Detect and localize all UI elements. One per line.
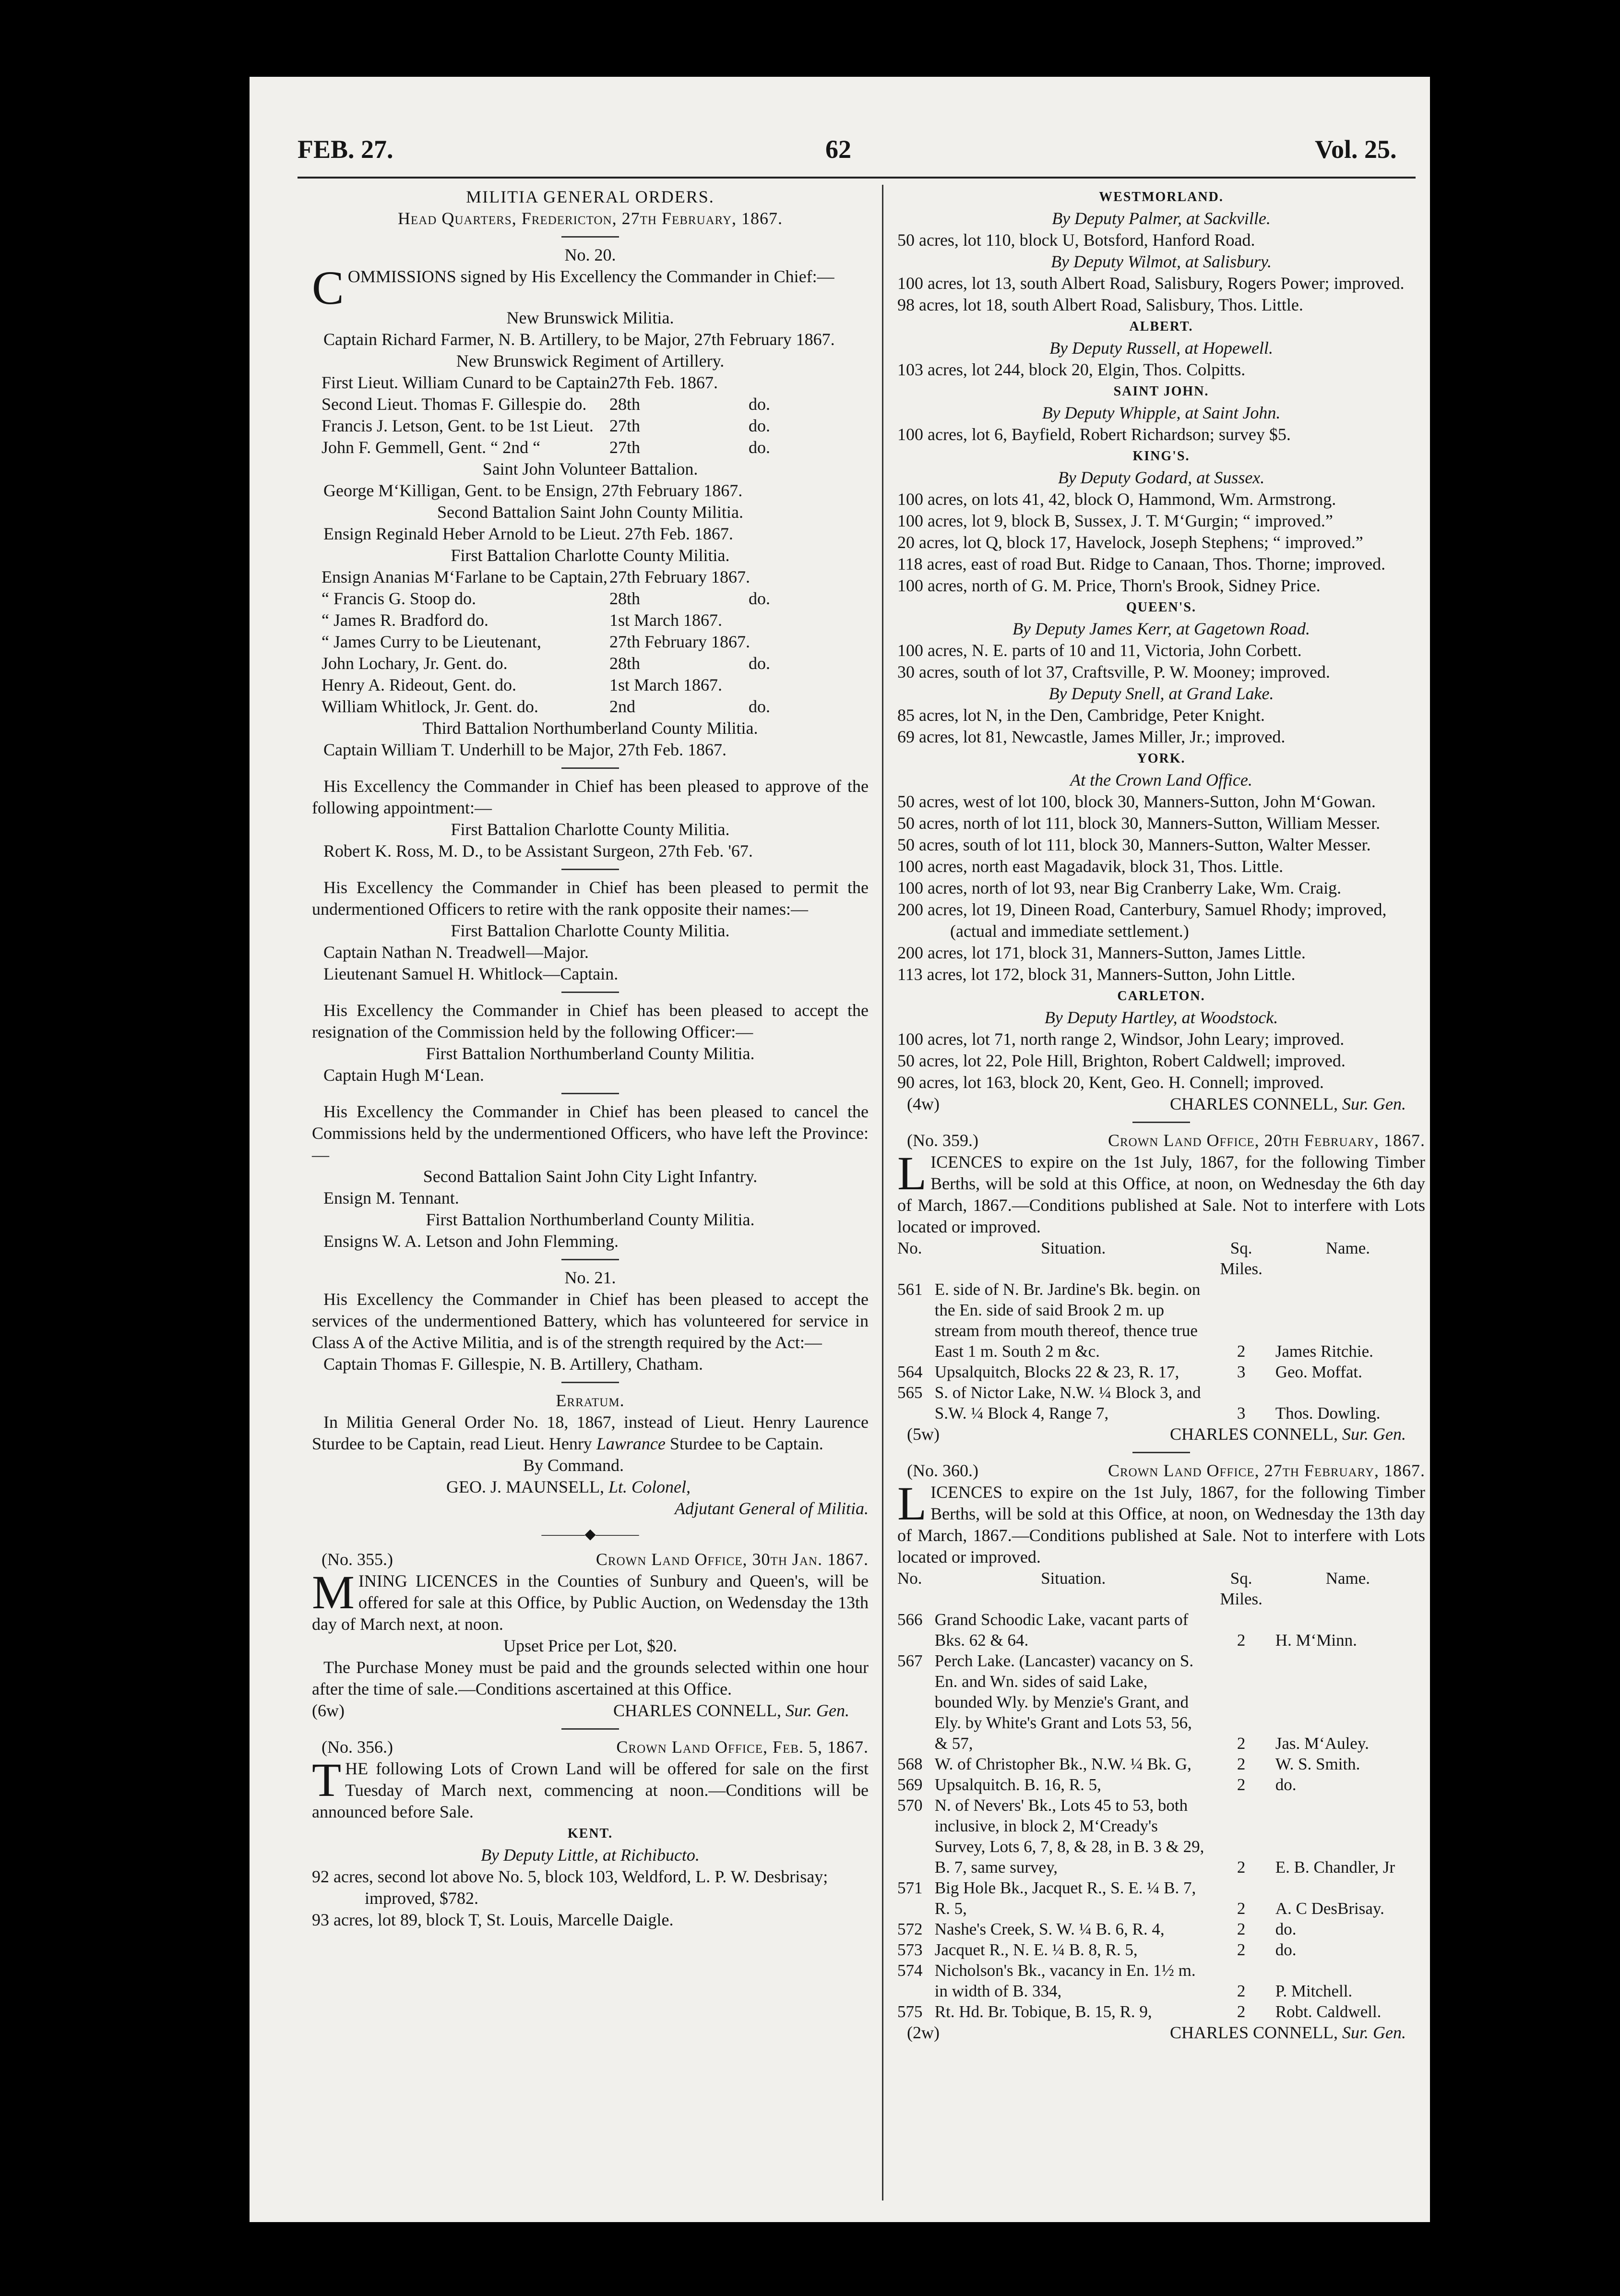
n359-table: [897, 1238, 1425, 1423]
order-no-20: No. 20.: [564, 245, 616, 264]
table-cell: do.: [1275, 1775, 1297, 1794]
mlean-entry: Captain Hugh M‘Lean.: [323, 1065, 484, 1085]
divider: [561, 992, 619, 993]
deputy-russell: By Deputy Russell, at Hopewell.: [1049, 338, 1273, 358]
n360-signature: (2w) CHARLES CONNELL, Sur. Gen.: [907, 2023, 1406, 2042]
table-cell: 2: [1237, 1920, 1246, 1938]
table-row: [897, 1609, 1425, 1650]
table-row: [897, 1774, 1425, 1795]
table-row: [897, 1382, 1425, 1423]
whitlock-entry: Lieutenant Samuel H. Whitlock—Captain.: [323, 964, 619, 983]
kings-heading: KING'S.: [1132, 449, 1190, 464]
treadwell-entry: Captain Nathan N. Treadwell—Major.: [323, 943, 589, 962]
carleton-heading: CARLETON.: [1117, 989, 1205, 1004]
table-cell: Upsalquitch. B. 16, R. 5,: [934, 1775, 1101, 1794]
charlotte-heading-2: First Battalion Charlotte County Militia.: [451, 820, 730, 839]
table-cell: Perch Lake. (Lancaster) vacancy on S. En. and Wn. sides of said Lake, bounded Wly. by Menzie's Grant, and Ely. by White's Grant and Lots 53, 56, & 57,: [934, 1651, 1194, 1753]
table-cell: do.: [1275, 1920, 1297, 1938]
wilmot-lots: [897, 273, 1425, 316]
officer-row: John Lochary, Jr. Gent. do. 28th do.: [322, 654, 770, 673]
deputy-kerr: By Deputy James Kerr, at Gagetown Road.: [1012, 619, 1310, 638]
n356-header: (No. 356.) Crown Land Office, Feb. 5, 1867.: [322, 1737, 869, 1757]
charlotte-heading-3: First Battalion Charlotte County Militia.: [451, 921, 730, 940]
table-cell: 3: [1237, 1363, 1246, 1381]
table-cell: 2: [1237, 1342, 1246, 1361]
officer-row: “ James Curry to be Lieutenant, 27th February 1867.: [322, 632, 750, 651]
charlotte-first-heading: First Battalion Charlotte County Militia.: [451, 546, 730, 565]
nland-first-heading: First Battalion Northumberland County Militia.: [426, 1044, 755, 1063]
lot-entry: 118 acres, east of road But. Ridge to Canaan, Thos. Thorne; improved.: [897, 554, 1386, 574]
table-cell: A. C DesBrisay.: [1275, 1899, 1384, 1918]
n355-text: MINING LICENCES in the Counties of Sunbury and Queen's, will be offered for sale at this Office, by Public Auction, on Wedensday the 13th day of March next, at noon.: [312, 1570, 869, 1634]
cancel-intro: His Excellency the Commander in Chief has been pleased to cancel the Commissions held by the undermentioned Officers, who have left the Province:—: [312, 1102, 869, 1164]
charlotte-list: [312, 566, 869, 718]
column-separator: [882, 185, 883, 2200]
n360-header: (No. 360.) Crown Land Office, 27th February, 1867.: [907, 1461, 1425, 1480]
artillery-list: [312, 372, 869, 458]
n355-upset-price: Upset Price per Lot, $20.: [503, 1636, 677, 1655]
n359-table-header: [897, 1238, 1425, 1279]
table-row: [897, 1939, 1425, 1960]
n355-signature: (6w) CHARLES CONNELL, Sur. Gen.: [312, 1701, 849, 1720]
column-header: Name.: [1325, 1569, 1370, 1588]
officer-row: Henry A. Rideout, Gent. do. 1st March 1867.: [322, 675, 722, 694]
table-row: [897, 1650, 1425, 1754]
table-cell: 2: [1237, 1982, 1246, 2000]
resign-intro: His Excellency the Commander in Chief has been pleased to accept the resignation of the Commission held by the following Officer:—: [312, 1001, 869, 1041]
erratum-title: Erratum.: [556, 1391, 625, 1410]
godard-lots: [897, 489, 1425, 597]
at-crown-land-office: At the Crown Land Office.: [1070, 770, 1252, 789]
lot-entry: 100 acres, north of lot 93, near Big Cranberry Lake, Wm. Craig.: [897, 878, 1342, 897]
deputy-kent: By Deputy Little, at Richibucto.: [481, 1845, 700, 1865]
officer-row: William Whitlock, Jr. Gent. do. 2nd do.: [322, 697, 770, 716]
table-row: [897, 1754, 1425, 1774]
lot-entry: 50 acres, lot 22, Pole Hill, Brighton, Robert Caldwell; improved.: [897, 1051, 1346, 1070]
table-cell: James Ritchie.: [1275, 1342, 1373, 1361]
divider: [561, 767, 619, 769]
n355-purchase: The Purchase Money must be paid and the grounds selected within one hour after the time of sale.—Conditions ascertained at this Office.: [312, 1658, 869, 1698]
column-header: Sq. Miles.: [1220, 1569, 1263, 1608]
gillespie-entry: Captain Thomas F. Gillespie, N. B. Artillery, Chatham.: [323, 1354, 703, 1374]
lot-entry: 90 acres, lot 163, block 20, Kent, Geo. H. Connell; improved.: [897, 1073, 1324, 1092]
retire-intro: His Excellency the Commander in Chief has been pleased to permit the undermentioned Officers to retire with the rank opposite their names:—: [312, 878, 869, 919]
militia-title: MILITIA GENERAL ORDERS.: [466, 187, 715, 206]
lot-entry: 100 acres, lot 9, block B, Sussex, J. T. M‘Gurgin; “ improved.”: [897, 511, 1333, 530]
york-lots: [897, 791, 1425, 985]
officer-row: Ensign Ananias M‘Farlane to be Captain, 27th February 1867.: [322, 567, 750, 586]
lot-entry: 100 acres, on lots 41, 42, block O, Hammond, Wm. Armstrong.: [897, 490, 1336, 509]
militia-hq: Head Quarters, Fredericton, 27th February, 1867.: [397, 209, 783, 228]
table-row: [897, 1960, 1425, 2001]
lot-whipple: 100 acres, lot 6, Bayfield, Robert Richardson; survey $5.: [897, 425, 1291, 444]
tennant-entry: Ensign M. Tennant.: [323, 1188, 459, 1208]
table-cell: W. of Christopher Bk., N.W. ¼ Bk. G,: [934, 1755, 1191, 1773]
lot-entry: 100 acres, north of G. M. Price, Thorn's Brook, Sidney Price.: [897, 576, 1321, 595]
table-cell: Nicholson's Bk., vacancy in En. 1½ m. in width of B. 334,: [934, 1961, 1196, 2000]
table-row: [897, 2001, 1425, 2022]
nland-third-heading: Third Battalion Northumberland County Militia.: [422, 718, 758, 738]
table-cell: Thos. Dowling.: [1275, 1404, 1381, 1423]
header-page-number: 62: [825, 135, 851, 164]
maunsell-signature: GEO. J. MAUNSELL, Lt. Colonel,: [446, 1477, 691, 1496]
kent-heading: KENT.: [567, 1826, 613, 1841]
table-cell: 2: [1237, 1755, 1246, 1773]
battery-intro: His Excellency the Commander in Chief has been pleased to accept the services of the undermentioned Battery, which has volunteered for service in Class A of the Active Militia, and is of the strength required by the Act:—: [312, 1290, 869, 1352]
officer-row: First Lieut. William Cunard to be Captain 27th Feb. 1867.: [322, 373, 718, 392]
nland-first-heading-2: First Battalion Northumberland County Militia.: [426, 1210, 755, 1229]
order-no-21: No. 21.: [564, 1268, 616, 1287]
table-cell: 2: [1237, 1899, 1246, 1918]
right-column: [897, 186, 1425, 2044]
table-cell: Jas. M‘Auley.: [1275, 1734, 1369, 1753]
drop-cap: L: [897, 1482, 927, 1530]
n360-table: [897, 1568, 1425, 2022]
table-cell: 2: [1237, 1734, 1246, 1753]
deputy-whipple: By Deputy Whipple, at Saint John.: [1042, 403, 1281, 422]
divider: [561, 1382, 619, 1383]
lot-entry: 92 acres, second lot above No. 5, block 103, Weldford, L. P. W. Desbrisay; improved, $782.: [312, 1867, 828, 1908]
westmorland-heading: WESTMORLAND.: [1099, 190, 1224, 204]
lot-entry: 113 acres, lot 172, block 31, Manners-Sutton, John Little.: [897, 965, 1296, 984]
table-cell: E. B. Chandler, Jr: [1275, 1858, 1395, 1877]
header-date: FEB. 27.: [298, 135, 393, 164]
adjutant-title: Adjutant General of Militia.: [675, 1499, 869, 1518]
lot-entry: 200 acres, lot 171, block 31, Manners-Sutton, James Little.: [897, 943, 1306, 962]
table-cell: 2: [1237, 1631, 1246, 1650]
lot-entry: 85 acres, lot N, in the Den, Cambridge, Peter Knight.: [897, 706, 1265, 725]
divider: [561, 1093, 619, 1094]
erratum-text: In Militia General Order No. 18, 1867, instead of Lieut. Henry Laurence Sturdee to be Captain, read Lieut. Henry Lawrance Sturdee to be Captain.: [312, 1412, 869, 1453]
commissions-intro: COMMISSIONS signed by His Excellency the Commander in Chief:—: [312, 266, 834, 307]
table-row: [897, 1362, 1425, 1382]
appointment-intro: His Excellency the Commander in Chief has been pleased to approve of the following appointment:—: [312, 777, 869, 817]
drop-cap: C: [312, 266, 344, 307]
column-header: Name.: [1325, 1239, 1370, 1257]
saint-john-heading: SAINT JOHN.: [1113, 384, 1209, 399]
lot-entry: 200 acres, lot 19, Dineen Road, Canterbury, Samuel Rhody; improved, (actual and immediate settlement.): [897, 900, 1387, 941]
sj-light-heading: Second Battalion Saint John City Light Infantry.: [423, 1167, 758, 1186]
newspaper-page: [250, 77, 1430, 2222]
lot-entry: 100 acres, lot 13, south Albert Road, Salisbury, Rogers Power; improved.: [897, 274, 1405, 293]
deputy-hartley: By Deputy Hartley, at Woodstock.: [1044, 1008, 1278, 1027]
lot-entry: 50 acres, north of lot 111, block 30, Manners-Sutton, William Messer.: [897, 813, 1381, 833]
n356-text: THE following Lots of Crown Land will be offered for sale on the first Tuesday of March next, commencing at noon.—Conditions will be announced before Sale.: [312, 1758, 869, 1821]
divider: [561, 869, 619, 870]
column-header: Sq. Miles.: [1220, 1239, 1263, 1278]
lot-entry: 69 acres, lot 81, Newcastle, James Miller, Jr.; improved.: [897, 727, 1286, 746]
column-header: Situation.: [1041, 1569, 1106, 1588]
table-cell: H. M‘Minn.: [1275, 1631, 1357, 1650]
lot-russell: 103 acres, lot 244, block 20, Elgin, Thos. Colpitts.: [897, 360, 1246, 379]
deputy-wilmot: By Deputy Wilmot, at Salisbury.: [1051, 252, 1272, 271]
albert-heading: ALBERT.: [1129, 319, 1193, 334]
farmer-entry: Captain Richard Farmer, N. B. Artillery, to be Major, 27th February 1867.: [323, 330, 835, 349]
table-cell: Robt. Caldwell.: [1275, 2002, 1382, 2021]
lot-palmer: 50 acres, lot 110, block U, Botsford, Hanford Road.: [897, 230, 1255, 250]
queens-heading: QUEEN'S.: [1126, 600, 1196, 615]
table-cell: do.: [1275, 1940, 1297, 1959]
divider: [561, 1259, 619, 1260]
kerr-lots: [897, 640, 1425, 683]
table-cell: 567: [897, 1651, 923, 1670]
divider: [1132, 1452, 1190, 1453]
lot-entry: 20 acres, lot Q, block 17, Havelock, Joseph Stephens; “ improved.”: [897, 533, 1363, 552]
table-cell: 2: [1237, 1940, 1246, 1959]
deputy-godard: By Deputy Godard, at Sussex.: [1058, 468, 1265, 487]
lot-entry: 30 acres, south of lot 37, Craftsville, P. W. Mooney; improved.: [897, 662, 1330, 682]
table-cell: 570: [897, 1796, 923, 1815]
left-column: [312, 186, 869, 1931]
divider: [561, 236, 619, 238]
mkilligan-entry: George M‘Killigan, Gent. to be Ensign, 27th February 1867.: [323, 481, 743, 500]
table-cell: 573: [897, 1940, 923, 1959]
table-cell: 3: [1237, 1404, 1246, 1423]
table-cell: 574: [897, 1961, 923, 1980]
table-cell: Nashe's Creek, S. W. ¼ B. 6, R. 4,: [934, 1920, 1165, 1938]
kent-lots: [312, 1866, 869, 1931]
letson-entry: Ensigns W. A. Letson and John Flemming.: [323, 1232, 619, 1251]
york-heading: YORK.: [1137, 751, 1186, 766]
nb-militia-heading: New Brunswick Militia.: [506, 308, 674, 327]
table-row: [897, 1279, 1425, 1362]
hartley-lots: [897, 1028, 1425, 1093]
officer-row: John F. Gemmell, Gent. “ 2nd “ 27th do.: [322, 438, 770, 457]
by-command: By Command.: [523, 1456, 624, 1475]
lot-entry: 98 acres, lot 18, south Albert Road, Salisbury, Thos. Little.: [897, 295, 1303, 314]
divider: [1132, 1122, 1190, 1123]
table-cell: 561: [897, 1280, 923, 1299]
sj-volunteer-heading: Saint John Volunteer Battalion.: [482, 459, 698, 478]
table-cell: Jacquet R., N. E. ¼ B. 8, R. 5,: [934, 1940, 1138, 1959]
n360-text: LICENCES to expire on the 1st July, 1867, for the following Timber Berths, will be sold at this Office, at noon, on Wednesday the 13th day of March, 1867.—Conditions published at Sale. Not to interfere with Lots located or improved.: [897, 1482, 1425, 1567]
table-cell: Grand Schoodic Lake, vacant parts of Bks. 62 & 64.: [934, 1610, 1189, 1650]
lot-entry: 100 acres, lot 71, north range 2, Windsor, John Leary; improved.: [897, 1029, 1345, 1049]
n359-signature: (5w) CHARLES CONNELL, Sur. Gen.: [907, 1424, 1406, 1444]
deputy-snell: By Deputy Snell, at Grand Lake.: [1048, 684, 1274, 703]
officer-row: Second Lieut. Thomas F. Gillespie do. 28th do.: [322, 395, 770, 414]
table-cell: Upsalquitch, Blocks 22 & 23, R. 17,: [934, 1363, 1179, 1381]
header-rule: [298, 177, 1416, 179]
table-cell: Big Hole Bk., Jacquet R., S. E. ¼ B. 7, R. 5,: [934, 1878, 1196, 1918]
table-row: [897, 1919, 1425, 1939]
table-cell: 566: [897, 1610, 923, 1629]
table-cell: P. Mitchell.: [1275, 1982, 1353, 2000]
lot-entry: 93 acres, lot 89, block T, St. Louis, Marcelle Daigle.: [312, 1910, 674, 1929]
deputy-palmer: By Deputy Palmer, at Sackville.: [1052, 209, 1271, 228]
drop-cap: T: [312, 1758, 342, 1806]
table-cell: 575: [897, 2002, 923, 2021]
table-cell: W. S. Smith.: [1275, 1755, 1360, 1773]
header-volume: Vol. 25.: [1315, 135, 1397, 164]
n360-table-header: [897, 1568, 1425, 1609]
n359-header: (No. 359.) Crown Land Office, 20th February, 1867.: [907, 1131, 1425, 1150]
n356-signature: (4w) CHARLES CONNELL, Sur. Gen.: [907, 1094, 1406, 1113]
table-cell: 2: [1237, 2002, 1246, 2021]
officer-row: Francis J. Letson, Gent. to be 1st Lieut. 27th do.: [322, 416, 770, 435]
table-cell: 569: [897, 1775, 923, 1794]
n355-header: (No. 355.) Crown Land Office, 30th Jan. 1867.: [322, 1550, 869, 1569]
table-cell: N. of Nevers' Bk., Lots 45 to 53, both inclusive, in block 2, M‘Cready's Survey, Lots 6, 7, 8, & 28, in B. 3 & 29, B. 7, same survey,: [934, 1796, 1204, 1877]
ross-entry: Robert K. Ross, M. D., to be Assistant Surgeon, 27th Feb. '67.: [323, 841, 753, 861]
ornament-divider: ———◆———: [541, 1526, 639, 1542]
table-cell: 572: [897, 1920, 923, 1938]
table-cell: 565: [897, 1383, 923, 1402]
table-cell: 2: [1237, 1775, 1246, 1794]
lot-entry: 50 acres, west of lot 100, block 30, Manners-Sutton, John M‘Gowan.: [897, 792, 1376, 811]
lot-entry: 50 acres, south of lot 111, block 30, Manners-Sutton, Walter Messer.: [897, 835, 1371, 854]
column-header: No.: [897, 1569, 922, 1588]
column-header: Situation.: [1041, 1239, 1106, 1257]
table-cell: 571: [897, 1878, 923, 1897]
table-cell: 2: [1237, 1858, 1246, 1877]
drop-cap: L: [897, 1151, 927, 1200]
sj-second-heading: Second Battalion Saint John County Militia.: [437, 502, 743, 522]
table-cell: 564: [897, 1363, 923, 1381]
lot-entry: 100 acres, north east Magadavik, block 31, Thos. Little.: [897, 857, 1284, 876]
table-row: [897, 1877, 1425, 1919]
drop-cap: M: [312, 1570, 355, 1619]
arnold-entry: Ensign Reginald Heber Arnold to be Lieut. 27th Feb. 1867.: [323, 524, 733, 543]
snell-lots: [897, 705, 1425, 748]
divider: [561, 1728, 619, 1730]
lot-entry: 100 acres, N. E. parts of 10 and 11, Victoria, John Corbett.: [897, 641, 1302, 660]
officer-row: “ James R. Bradford do. 1st March 1867.: [322, 610, 722, 630]
table-cell: E. side of N. Br. Jardine's Bk. begin. on the En. side of said Brook 2 m. up stream from mouth thereof, thence true East 1 m. South 2 m &c.: [934, 1280, 1201, 1361]
column-header: No.: [897, 1239, 922, 1257]
n359-text: LICENCES to expire on the 1st July, 1867, for the following Timber Berths, will be sold at this Office, at noon, on Wednesday the 6th day of March, 1867.—Conditions published at Sale. Not to interfere with Lots located or improved.: [897, 1151, 1425, 1236]
nb-regiment-heading: New Brunswick Regiment of Artillery.: [456, 351, 725, 371]
officer-row: “ Francis G. Stoop do. 28th do.: [322, 589, 770, 608]
table-cell: Geo. Moffat.: [1275, 1363, 1362, 1381]
underhill-entry: Captain William T. Underhill to be Major, 27th Feb. 1867.: [323, 740, 727, 759]
table-cell: Rt. Hd. Br. Tobique, B. 15, R. 9,: [934, 2002, 1152, 2021]
table-cell: S. of Nictor Lake, N.W. ¼ Block 3, and S.W. ¼ Block 4, Range 7,: [934, 1383, 1201, 1423]
table-cell: 568: [897, 1755, 923, 1773]
table-row: [897, 1795, 1425, 1877]
